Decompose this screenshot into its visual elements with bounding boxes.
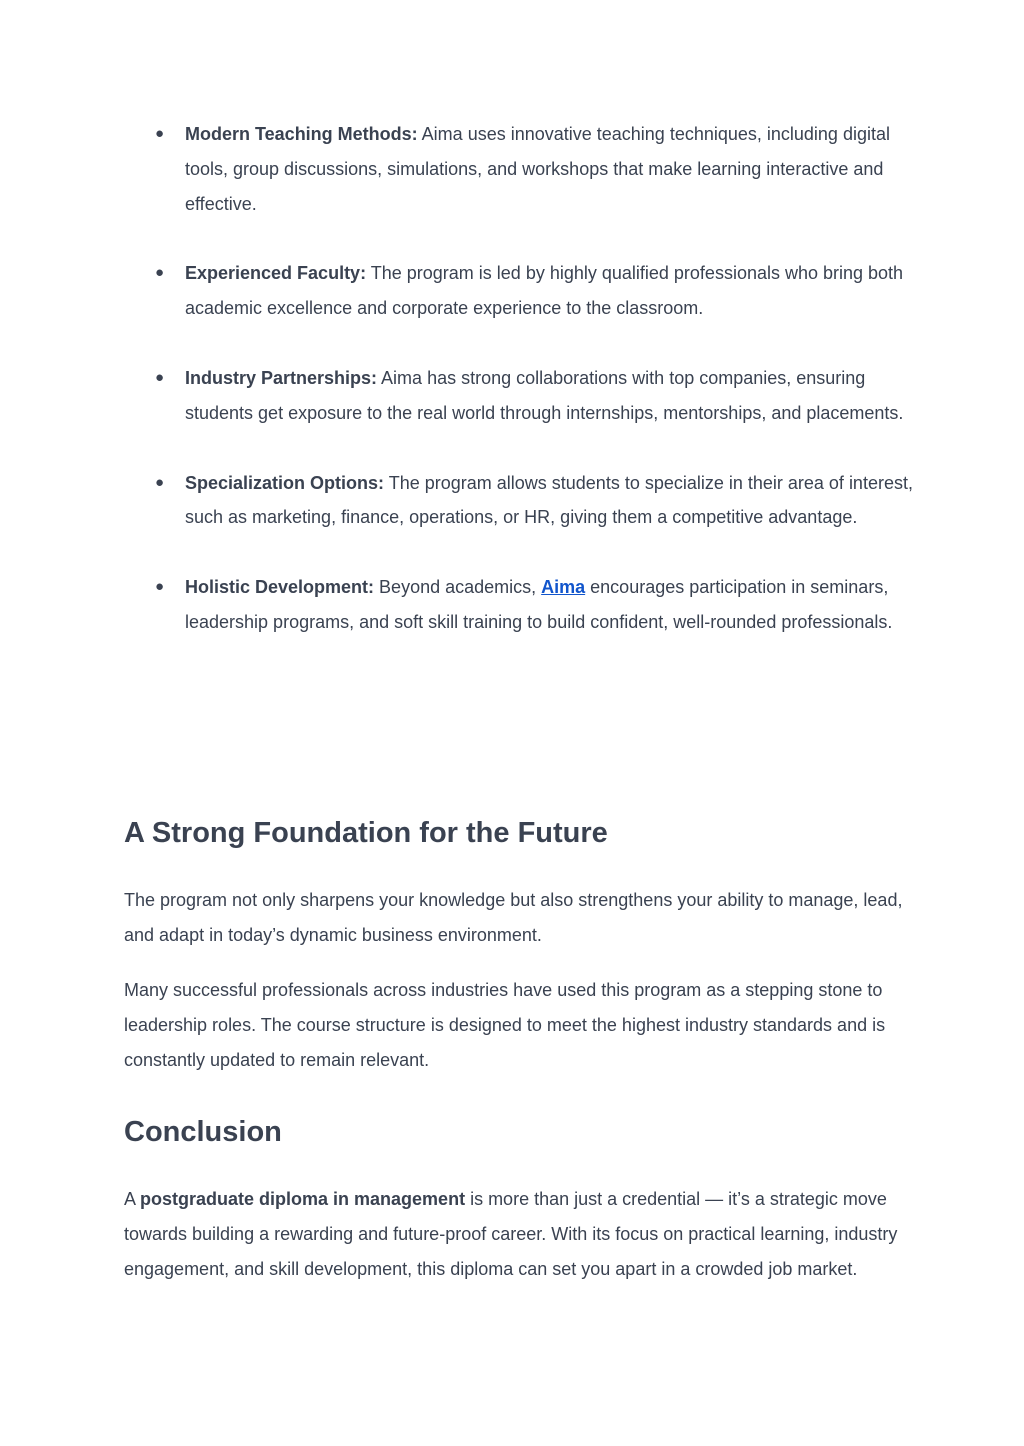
- foundation-paragraph-1: The program not only sharpens your knowledge but also strengthens your ability to manage, lead, and adapt in today’s dynamic business environment.: [124, 890, 903, 945]
- bullet-icon: ●: [155, 578, 165, 596]
- aima-link[interactable]: Aima: [541, 577, 586, 598]
- section-heading-conclusion: Conclusion: [124, 1116, 282, 1148]
- list-item-specialization-options: [124, 466, 914, 536]
- list-item-term: Modern Teaching Methods:: [185, 124, 418, 144]
- list-item-text-after: encourages participation in seminars, leadership programs, and soft skill training to build confident, well-rounded professionals.: [185, 577, 893, 632]
- list-item-term: Industry Partnerships:: [185, 367, 378, 388]
- bullet-icon: ●: [155, 264, 165, 282]
- list-item-term: Holistic Development:: [185, 577, 375, 598]
- list-item-modern-teaching: [124, 117, 914, 221]
- features-list: [124, 117, 914, 675]
- bullet-icon: ●: [155, 125, 165, 142]
- list-item-text: The program is led by highly qualified professionals who bring both academic excellence and corporate experience to the classroom.: [185, 263, 904, 319]
- list-item-term: Specialization Options:: [185, 472, 385, 493]
- list-item-text-before: Beyond academics,: [374, 577, 542, 598]
- list-item-text: Aima has strong collaborations with top companies, ensuring students get exposure to the real world through internships, mentorships, and placements.: [185, 367, 904, 423]
- list-item-holistic-development: [124, 570, 914, 640]
- bullet-icon: ●: [155, 473, 165, 491]
- conclusion-bold-term: postgraduate diploma in management: [140, 1189, 466, 1209]
- list-item-text: The program allows students to specialize in their area of interest, such as marketing, finance, operations, or HR, giving them a competitive advantage.: [185, 472, 913, 528]
- conclusion-paragraph: [124, 1182, 914, 1286]
- list-item-industry-partnerships: [124, 361, 914, 431]
- list-item-term: Experienced Faculty:: [185, 263, 367, 284]
- list-item-experienced-faculty: [124, 256, 914, 326]
- foundation-paragraph-2: Many successful professionals across industries have used this program as a stepping stone to leadership roles. The course structure is designed to meet the highest industry standards and is constantly updated to remain relevant.: [124, 980, 886, 1070]
- bullet-icon: ●: [155, 368, 165, 386]
- section-heading-foundation: A Strong Foundation for the Future: [124, 817, 608, 849]
- conclusion-lead: A: [124, 1189, 141, 1209]
- conclusion-rest: is more than just a credential — it’s a strategic move towards building a rewarding and future-proof career. With its focus on practical learning, industry engagement, and skill development, this diploma can set you apart in a crowded job market.: [124, 1189, 898, 1279]
- list-item-text: Aima uses innovative teaching techniques, including digital tools, group discussions, simulations, and workshops that make learning interactive and effective.: [185, 124, 890, 214]
